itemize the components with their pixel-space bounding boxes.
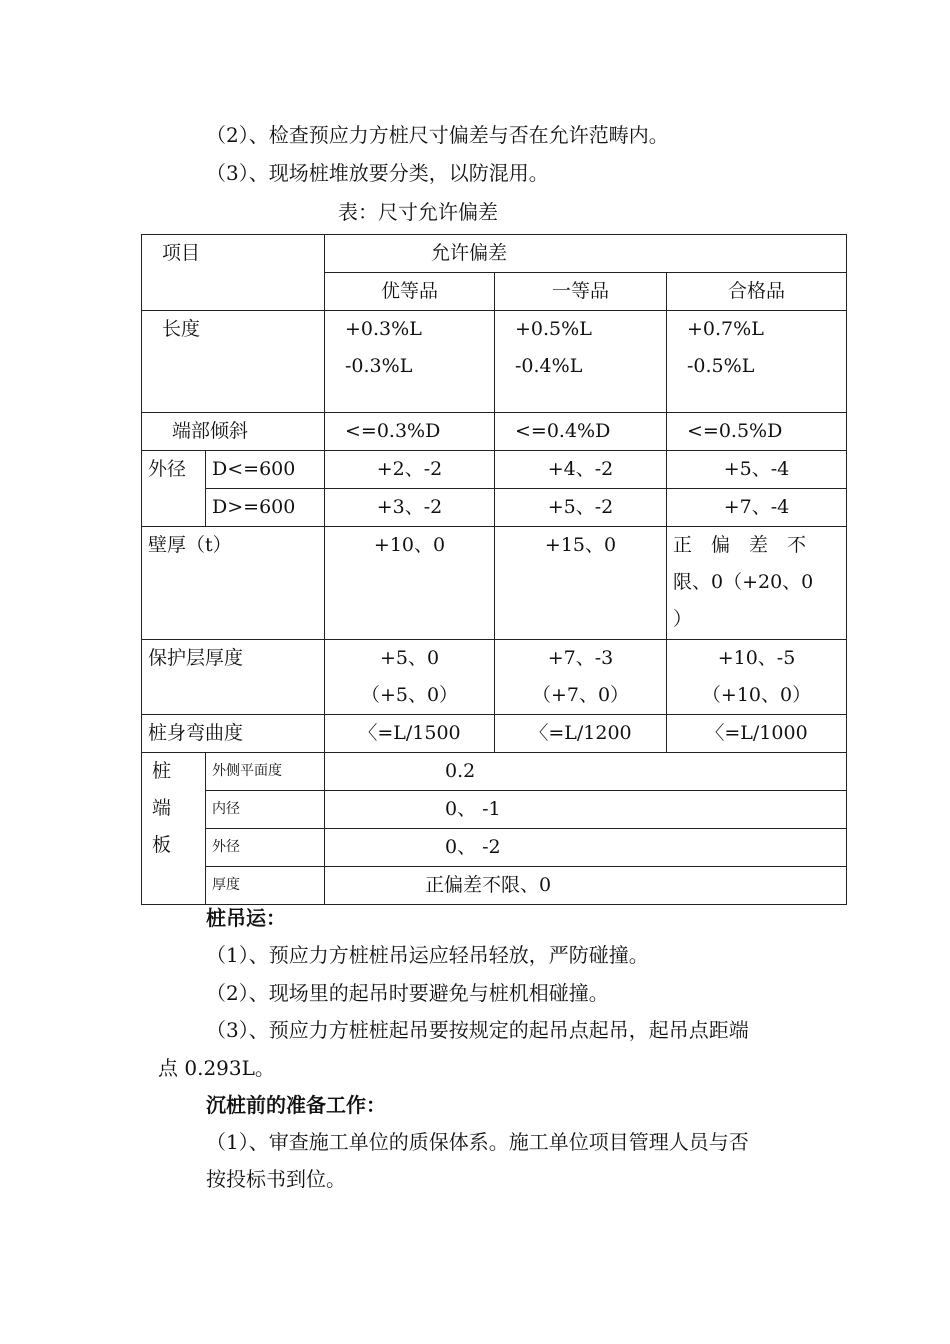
hoist-item-3-cont: 点 0.293L。 [158,1056,275,1080]
outer-diameter-cond-1: D<=600 [206,451,325,489]
cover-qualified: +10、-5 （+10、0） [667,640,847,715]
row-cover-label: 保护层厚度 [142,640,325,715]
length-first: +0.5%L -0.4%L [495,311,667,413]
end-plate-inner-diameter-value: 0、 -1 [325,791,847,829]
row-end-tilt-label: 端部倾斜 [142,413,325,451]
grade-first: 一等品 [495,273,667,311]
outer-d1-qualified: +5、-4 [667,451,847,489]
paragraph-stack-classify: （3）、现场桩堆放要分类，以防混用。 [206,161,549,185]
section-prep-title: 沉桩前的准备工作： [206,1093,386,1117]
row-bend-label: 桩身弯曲度 [142,715,325,753]
outer-d1-first: +4、-2 [495,451,667,489]
header-item: 项目 [142,235,325,311]
length-excellent: +0.3%L -0.3%L [325,311,495,413]
end-plate-flatness-value: 0.2 [325,753,847,791]
row-wall-label: 壁厚（t） [142,527,325,640]
end-plate-inner-diameter: 内径 [206,791,325,829]
outer-diameter-cond-2: D>=600 [206,489,325,527]
row-end-plate-label: 桩 端 板 [142,753,206,905]
end-plate-outer-diameter: 外径 [206,829,325,867]
outer-d2-excellent: +3、-2 [325,489,495,527]
prep-item-1: （1）、审查施工单位的质保体系。施工单位项目管理人员与否 [206,1130,749,1154]
cover-first: +7、-3 （+7、0） [495,640,667,715]
bend-excellent: 〈=L/1500 [325,715,495,753]
table-caption: 表：尺寸允许偏差 [338,200,498,224]
tolerance-table [141,234,847,905]
hoist-item-2: （2）、现场里的起吊时要避免与桩机相碰撞。 [206,981,609,1005]
end-plate-outer-diameter-value: 0、 -2 [325,829,847,867]
row-outer-diameter-label: 外径 [142,451,206,527]
wall-excellent: +10、0 [325,527,495,640]
outer-d1-excellent: +2、-2 [325,451,495,489]
end-plate-thickness-value: 正偏差不限、0 [325,867,847,905]
length-qualified: +0.7%L -0.5%L [667,311,847,413]
end-tilt-excellent: <=0.3%D [325,413,495,451]
end-plate-thickness: 厚度 [206,867,325,905]
hoist-item-1: （1）、预应力方桩桩吊运应轻吊轻放，严防碰撞。 [206,943,649,967]
bend-first: 〈=L/1200 [495,715,667,753]
cover-excellent: +5、0 （+5、0） [325,640,495,715]
outer-d2-first: +5、-2 [495,489,667,527]
bend-qualified: 〈=L/1000 [667,715,847,753]
header-tolerance: 允许偏差 [325,235,847,273]
wall-qualified: 正 偏 差 不 限、0（+20、0 ） [667,527,847,640]
grade-qualified: 合格品 [667,273,847,311]
wall-first: +15、0 [495,527,667,640]
end-tilt-qualified: <=0.5%D [667,413,847,451]
section-hoist-title: 桩吊运： [206,906,286,930]
prep-item-1-cont: 按投标书到位。 [206,1167,346,1191]
grade-excellent: 优等品 [325,273,495,311]
end-plate-flatness: 外侧平面度 [206,753,325,791]
paragraph-check-deviation: （2）、检查预应力方桩尺寸偏差与否在允许范畴内。 [206,123,669,147]
end-tilt-first: <=0.4%D [495,413,667,451]
row-length-label: 长度 [142,311,325,413]
outer-d2-qualified: +7、-4 [667,489,847,527]
hoist-item-3: （3）、预应力方桩桩起吊要按规定的起吊点起吊，起吊点距端 [206,1018,749,1042]
